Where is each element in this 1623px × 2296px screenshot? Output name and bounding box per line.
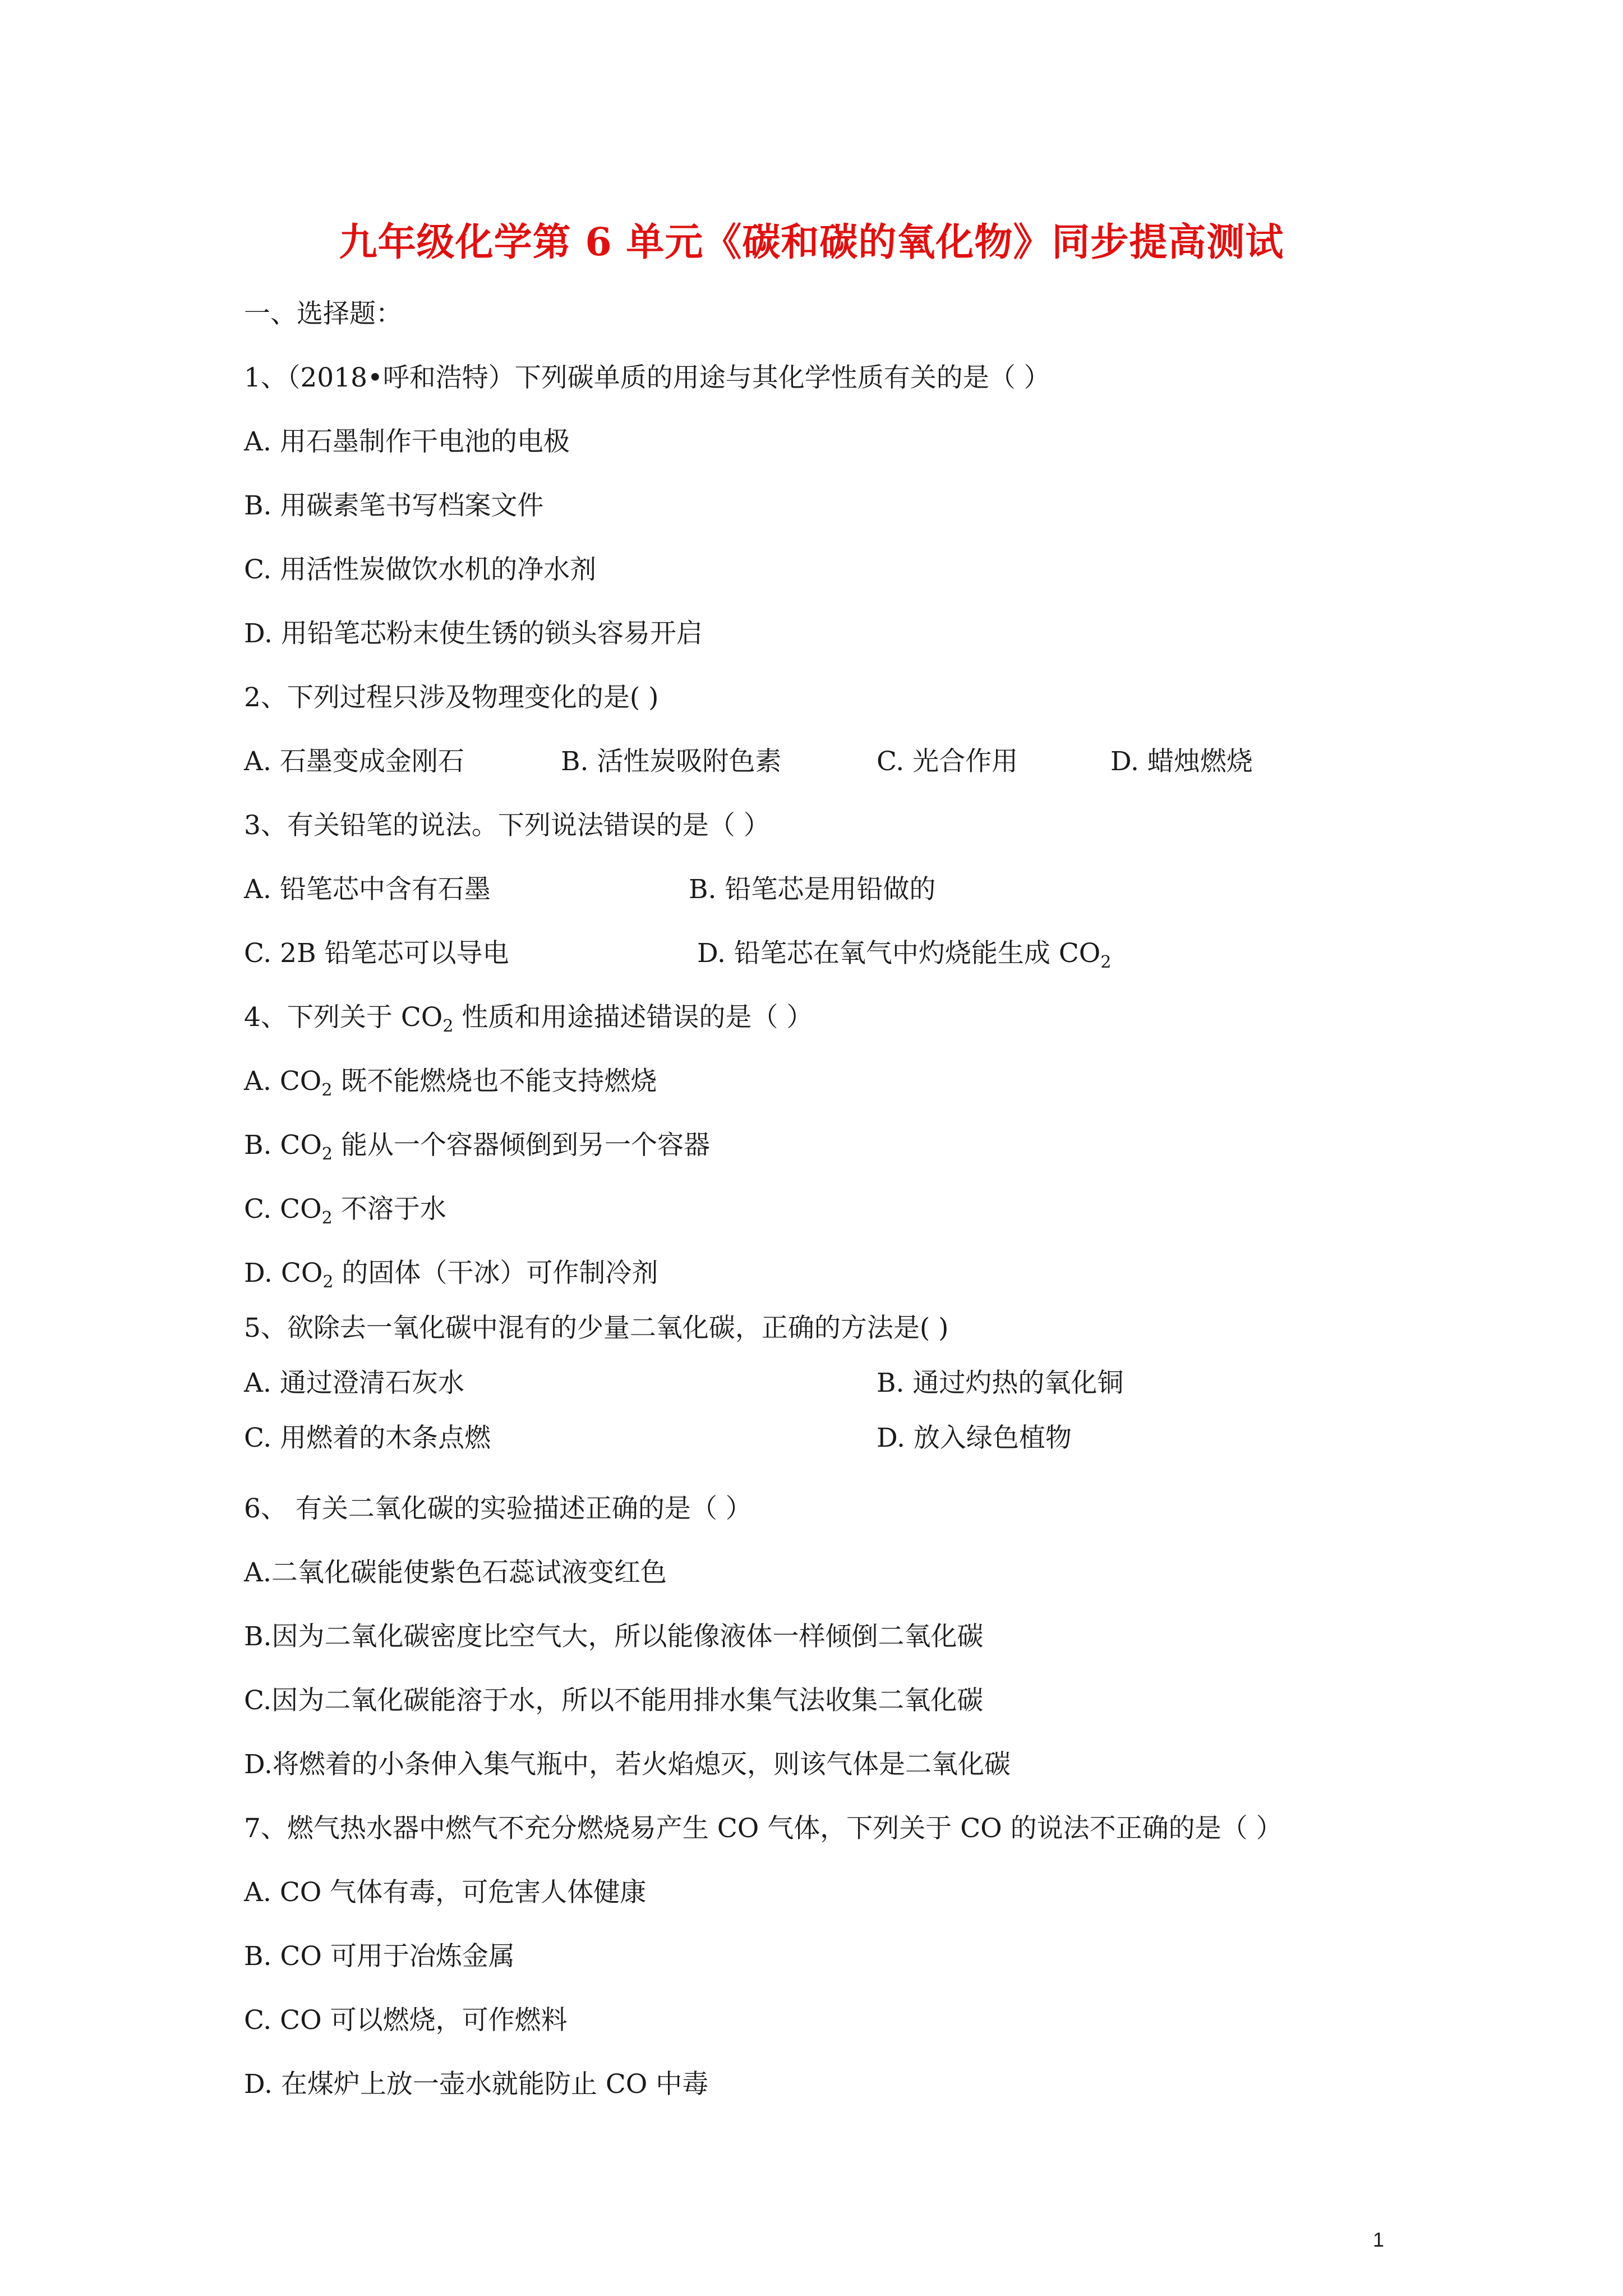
question-5-option-d: D. 放入绿色植物 (877, 1423, 1072, 1453)
subscript: 2 (321, 1208, 333, 1228)
question-6-option-d: D.将燃着的小条伸入集气瓶中，若火焰熄灭，则该气体是二氧化碳 (244, 1749, 1011, 1780)
question-3-option-a: A. 铅笔芯中含有石墨 (244, 874, 491, 905)
question-7-option-b: B. CO 可用于冶炼金属 (244, 1941, 515, 1972)
question-2-option-a: A. 石墨变成金刚石 (244, 746, 464, 777)
question-4-stem: 4、下列关于 $CO_2$ 性质和用途描述错误的是（ ） (244, 1002, 813, 1036)
page-number: 1 (1373, 2228, 1385, 2251)
subscript: 2 (321, 1144, 333, 1164)
subscript: 2 (1100, 953, 1112, 972)
question-2-option-d: D. 蜡烛燃烧 (1110, 746, 1253, 777)
question-1-option-a: A. 用石墨制作干电池的电极 (244, 426, 570, 457)
subscript: 2 (321, 1080, 333, 1100)
question-3-option-c: C. 2B 铅笔芯可以导电 (244, 938, 509, 969)
question-4-option-b: B. $CO_2$ 能从一个容器倾倒到另一个容器 (244, 1130, 710, 1164)
question-5-option-b: B. 通过灼热的氧化铜 (877, 1368, 1124, 1398)
subscript: 2 (322, 1272, 334, 1292)
question-1-option-d: D. 用铅笔芯粉末使生锈的锁头容易开启 (244, 618, 703, 649)
subscript: 2 (442, 1016, 454, 1036)
question-2-option-b: B. 活性炭吸附色素 (561, 746, 782, 777)
question-7-option-c: C. CO 可以燃烧，可作燃料 (244, 2005, 568, 2036)
question-2-option-c: C. 光合作用 (877, 746, 1018, 777)
question-3-stem: 3、有关铅笔的说法。下列说法错误的是（ ） (244, 810, 770, 841)
question-5-stem: 5、欲除去一氧化碳中混有的少量二氧化碳，正确的方法是( ) (244, 1313, 949, 1343)
question-6-option-b: B.因为二氧化碳密度比空气大，所以能像液体一样倾倒二氧化碳 (244, 1621, 984, 1652)
question-5-option-a: A. 通过澄清石灰水 (244, 1368, 464, 1398)
question-2-stem: 2、下列过程只涉及物理变化的是( ) (244, 682, 659, 713)
question-5-option-c: C. 用燃着的木条点燃 (244, 1423, 491, 1453)
question-7-option-a: A. CO 气体有毒，可危害人体健康 (244, 1877, 647, 1908)
section-heading: 一、选择题： (244, 298, 402, 329)
question-4-option-c: C. $CO_2$ 不溶于水 (244, 1194, 446, 1228)
question-4-option-a: A. $CO_2$ 既不能燃烧也不能支持燃烧 (244, 1066, 657, 1100)
question-6-stem: 6、 有关二氧化碳的实验描述正确的是（ ） (244, 1493, 752, 1524)
question-1-stem: 1、（2018•呼和浩特）下列碳单质的用途与其化学性质有关的是（ ） (244, 362, 1050, 393)
question-3-option-d: D. 铅笔芯在氧气中灼烧能生成 $CO_2$ (697, 938, 1112, 972)
question-3-option-b: B. 铅笔芯是用铅做的 (689, 874, 936, 905)
question-1-option-b: B. 用碳素笔书写档案文件 (244, 490, 544, 521)
question-6-option-a: A.二氧化碳能使紫色石蕊试液变红色 (244, 1557, 667, 1588)
page-title: 九年级化学第 6 单元《碳和碳的氧化物》同步提高测试 (339, 220, 1284, 265)
question-6-option-c: C.因为二氧化碳能溶于水，所以不能用排水集气法收集二氧化碳 (244, 1685, 984, 1716)
question-1-option-c: C. 用活性炭做饮水机的净水剂 (244, 554, 597, 585)
question-4-option-d: D. $CO_2$ 的固体（干冰）可作制冷剂 (244, 1258, 658, 1292)
question-7-option-d: D. 在煤炉上放一壶水就能防止 CO 中毒 (244, 2069, 709, 2100)
question-7-stem: 7、燃气热水器中燃气不充分燃烧易产生 CO 气体，下列关于 CO 的说法不正确的是（ ） (244, 1813, 1283, 1844)
